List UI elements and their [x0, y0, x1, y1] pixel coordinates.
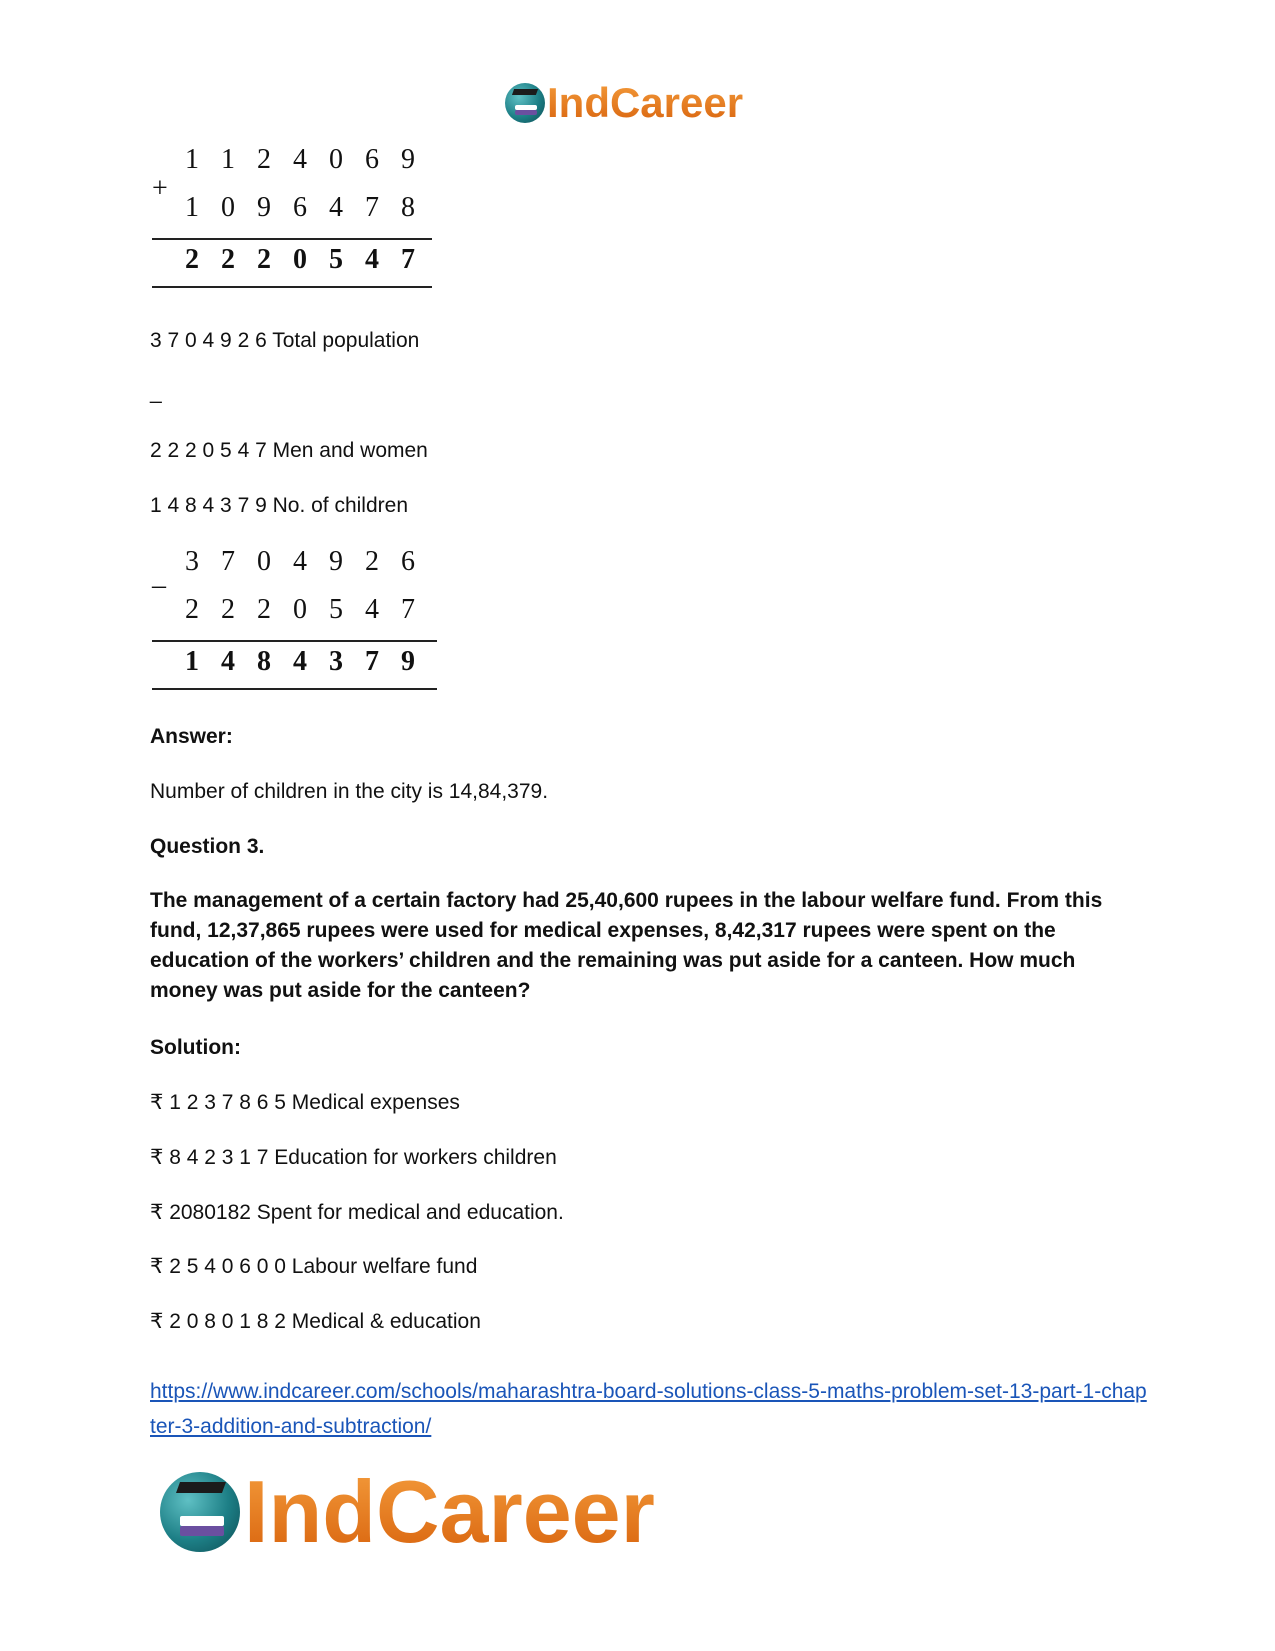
- answer-text: Number of children in the city is 14,84,379.: [150, 780, 549, 803]
- sum-row: 2 2 2 0 5 4 7: [185, 244, 415, 275]
- sum-rule-bottom: [152, 286, 432, 288]
- sum-rule-top: [152, 238, 432, 240]
- difference-row: 1 4 8 4 3 7 9: [185, 646, 415, 677]
- subtraction-working: [150, 542, 440, 692]
- solution-line-spent: ₹ 2080182 Spent for medical and education.: [150, 1201, 564, 1224]
- minus-sign: –: [152, 570, 166, 601]
- logo-wordmark: IndCareer: [244, 1462, 655, 1561]
- subtrahend-row: 2 2 2 0 5 4 7: [185, 594, 415, 625]
- total-population-line: 3 7 0 4 9 2 6 Total population: [150, 329, 420, 352]
- difference-rule-bottom: [152, 688, 437, 690]
- question-label: Question 3.: [150, 835, 265, 858]
- indcareer-logo-top: [505, 79, 744, 126]
- children-line: 1 4 8 4 3 7 9 No. of children: [150, 494, 408, 517]
- solution-line-medical-education: ₹ 2 0 8 0 1 8 2 Medical & education: [150, 1310, 481, 1333]
- graduation-globe-icon: [160, 1472, 240, 1552]
- difference-rule-top: [152, 640, 437, 642]
- solution-line-education: ₹ 8 4 2 3 1 7 Education for workers children: [150, 1146, 557, 1169]
- graduation-globe-icon: [505, 83, 545, 123]
- indcareer-logo-bottom: [160, 1462, 655, 1561]
- solution-label: Solution:: [150, 1036, 241, 1059]
- answer-label: Answer:: [150, 725, 233, 748]
- plus-sign: +: [152, 173, 168, 204]
- men-women-line: 2 2 2 0 5 4 7 Men and women: [150, 439, 428, 462]
- solution-line-fund: ₹ 2 5 4 0 6 0 0 Labour welfare fund: [150, 1255, 478, 1278]
- addend-row-2: 1 0 9 6 4 7 8: [185, 192, 415, 223]
- question-text: The management of a certain factory had 25,40,600 rupees in the labour welfare fund. From this fund, 12,37,865 rupees were used for medical expenses, 8,42,317 rupees were spent on the education of the workers’ children and the remaining was put aside for a canteen. How much money was put aside for the canteen?: [150, 889, 1103, 1002]
- solution-line-medical: ₹ 1 2 3 7 8 6 5 Medical expenses: [150, 1091, 460, 1114]
- logo-wordmark: IndCareer: [547, 79, 744, 126]
- source-link[interactable]: https://www.indcareer.com/schools/maharashtra-board-solutions-class-5-maths-problem-set-13-part-1-chapter-3-addition-and-subtraction/: [150, 1380, 1147, 1438]
- addend-row-1: 1 1 2 4 0 6 9: [185, 144, 415, 175]
- minus-line: _: [150, 381, 162, 404]
- addition-working: [150, 140, 440, 290]
- minuend-row: 3 7 0 4 9 2 6: [185, 546, 415, 577]
